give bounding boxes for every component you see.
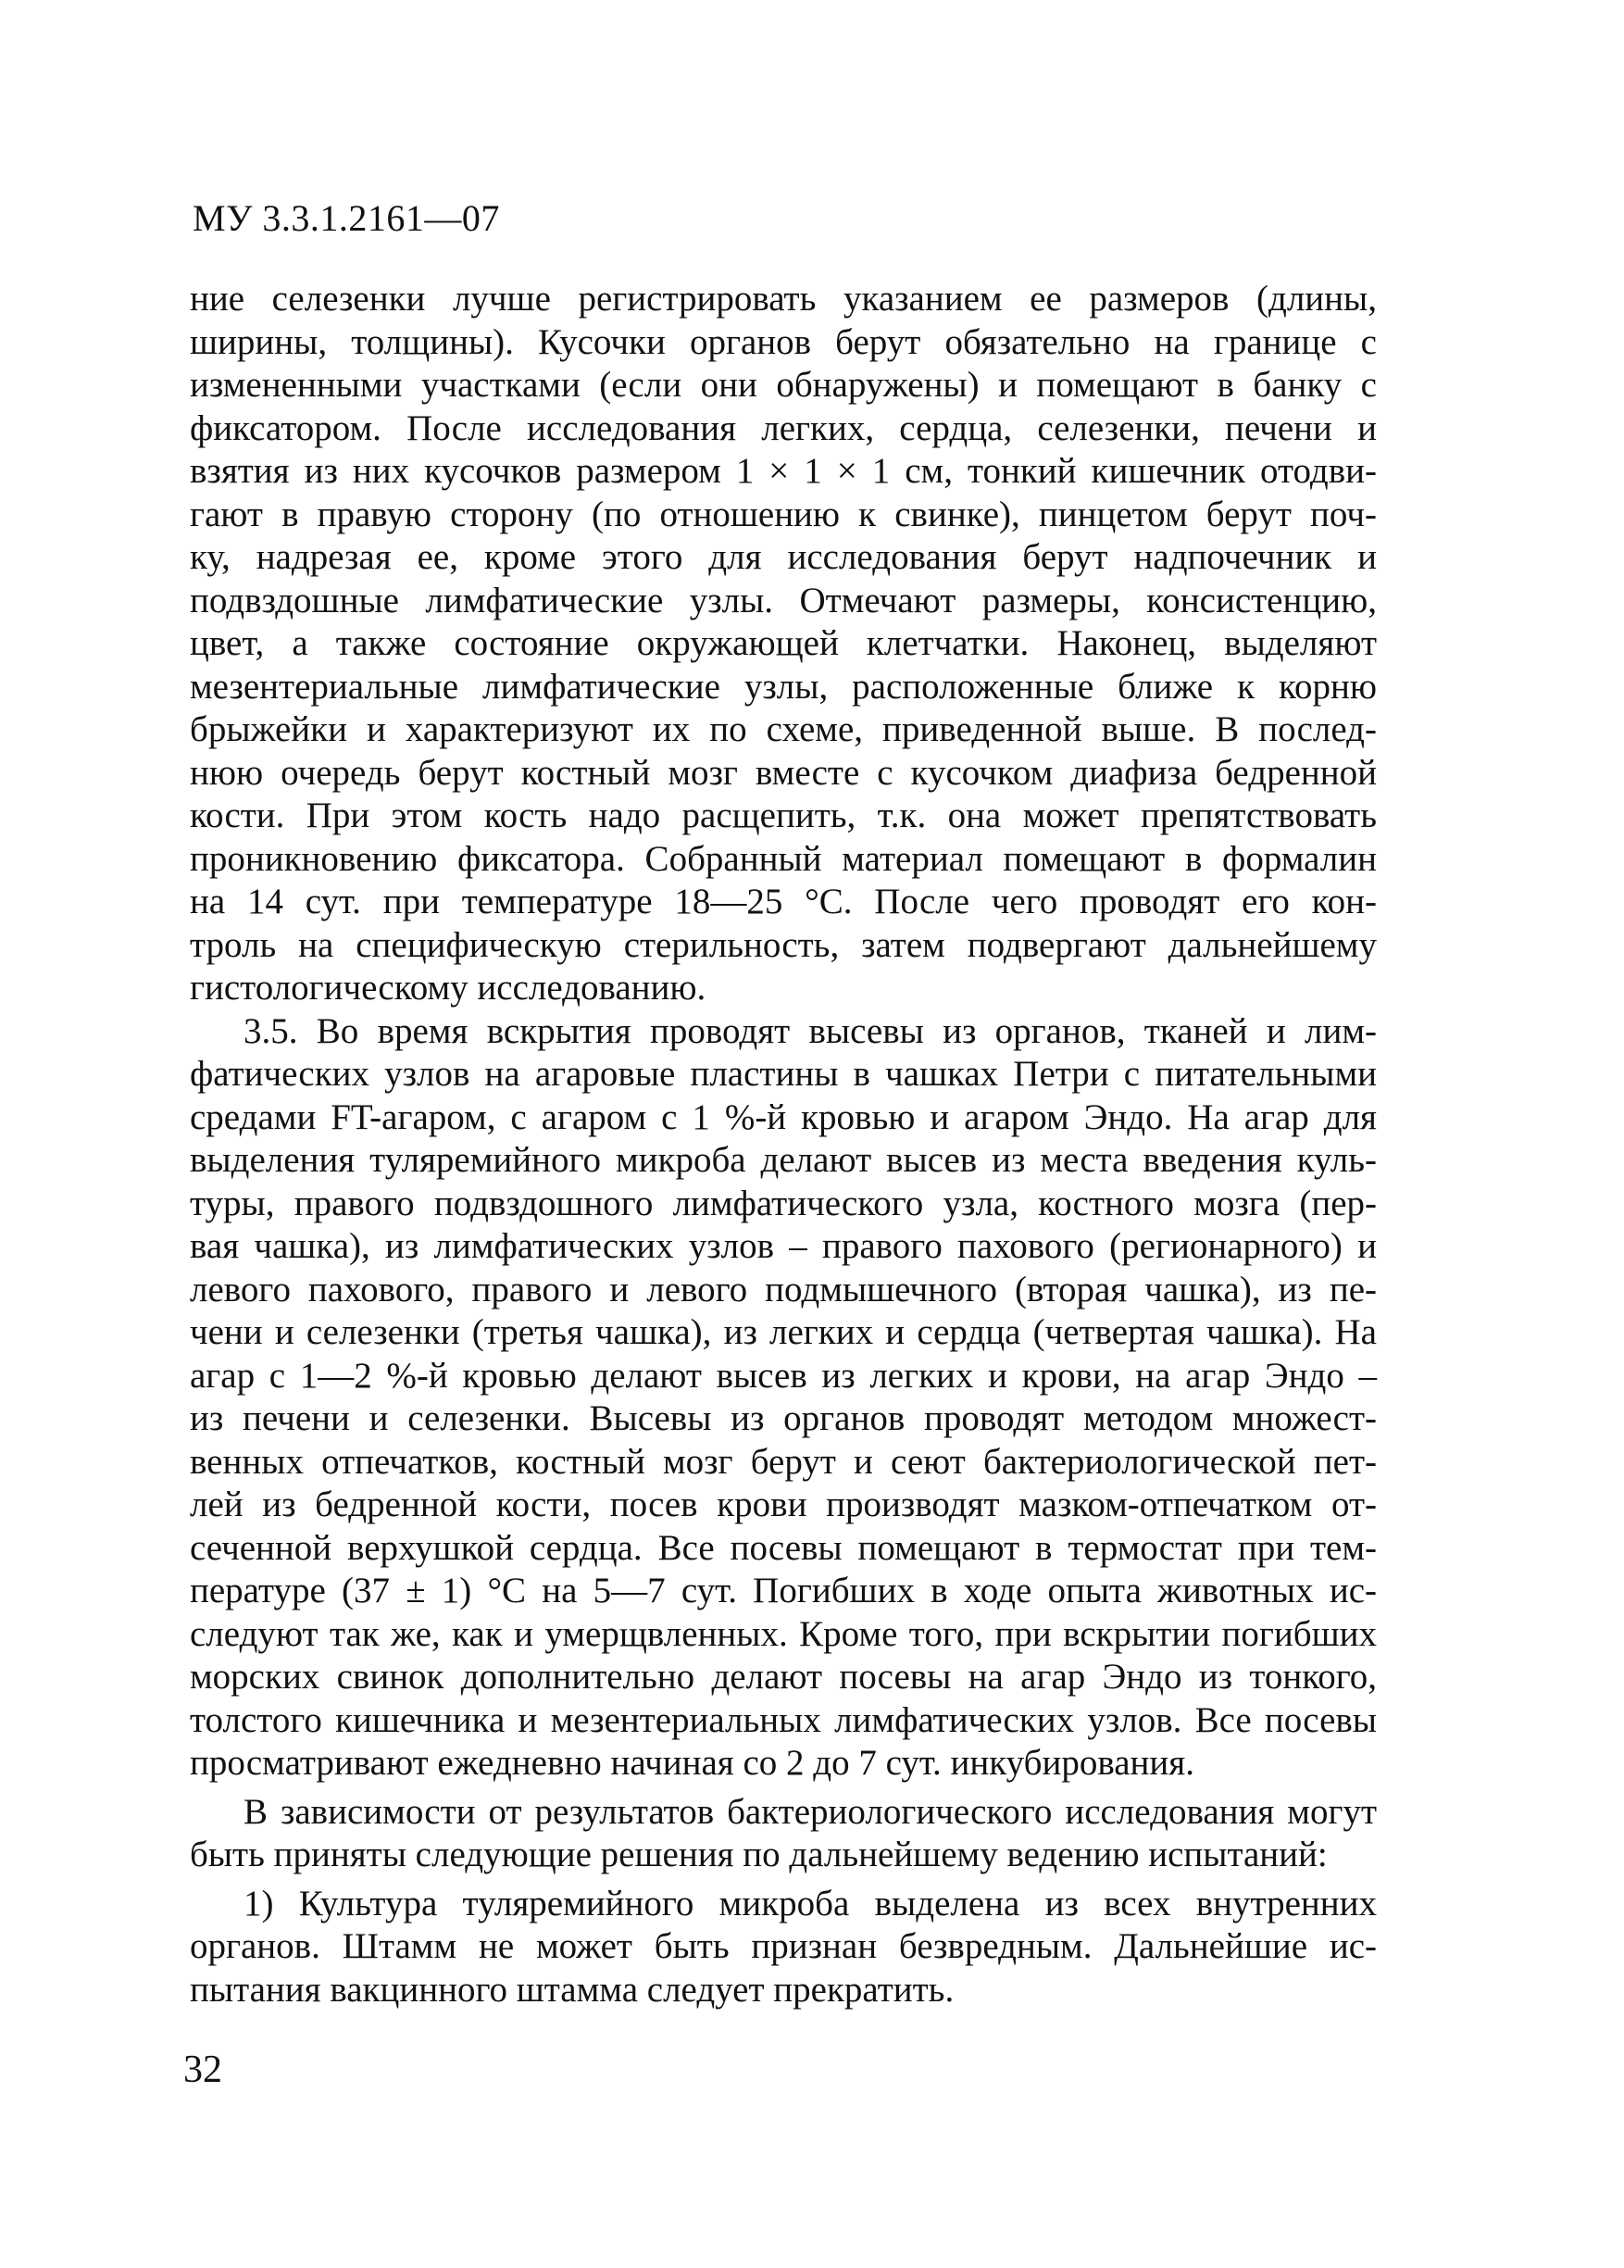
text-line: гистологическому исследованию.	[190, 968, 706, 1008]
text-line: пытания вакцинного штамма следует прекратить.	[190, 1969, 955, 2010]
text-line: органов. Штамм не может быть признан безвредным. Дальнейшие ис-	[190, 1926, 1377, 1966]
paragraph-section-3-5	[190, 1010, 1377, 1786]
paragraph	[190, 278, 1377, 1010]
text-line: морских свинок дополнительно делают посевы на агар Эндо из тонкого,	[190, 1657, 1377, 1697]
text-line: сеченной верхушкой сердца. Все посевы помещают в термостат при тем-	[190, 1527, 1377, 1568]
paragraph-decisions-intro	[190, 1791, 1377, 1877]
text-line: троль на специфическую стерильность, затем подвергают дальнейшему	[190, 924, 1377, 965]
text-line: 3.5. Во время вскрытия проводят высевы из органов, тканей и лим-	[244, 1010, 1377, 1051]
text-line: фиксатором. После исследования легких, сердца, селезенки, печени и	[190, 407, 1377, 448]
document-code-header: МУ 3.3.1.2161—07	[193, 197, 500, 239]
text-line: подвздошные лимфатические узлы. Отмечают размеры, консистенцию,	[190, 580, 1377, 620]
text-line: фатических узлов на агаровые пластины в чашках Петри с питательными	[190, 1054, 1377, 1094]
text-line: левого пахового, правого и левого подмышечного (вторая чашка), из пе-	[190, 1269, 1377, 1309]
text-line: выделения туляремийного микроба делают высев из места введения куль-	[190, 1140, 1377, 1180]
text-line: вая чашка), из лимфатических узлов – правого пахового (регионарного) и	[190, 1226, 1377, 1266]
text-line: ширины, толщины). Кусочки органов берут обязательно на границе с	[190, 321, 1377, 362]
text-line: гают в правую сторону (по отношению к свинке), пинцетом берут поч-	[190, 494, 1377, 534]
text-line: толстого кишечника и мезентериальных лимфатических узлов. Все посевы	[190, 1699, 1377, 1740]
text-line: цвет, а также состояние окружающей клетчатки. Наконец, выделяют	[190, 623, 1377, 663]
text-line: ние селезенки лучше регистрировать указанием ее размеров (длины,	[190, 279, 1377, 319]
text-line: измененными участками (если они обнаружены) и помещают в банку с	[190, 365, 1377, 405]
text-line: пературе (37 ± 1) °С на 5—7 сут. Погибших в ходе опыта животных ис-	[190, 1571, 1377, 1610]
text-line: нюю очередь берут костный мозг вместе с кусочком диафиза бедренной	[190, 752, 1377, 793]
text-line: агар с 1—2 %-й кровью делают высев из легких и крови, на агар Эндо –	[190, 1355, 1377, 1396]
text-line: кости. При этом кость надо расщепить, т.к. она может препятствовать	[190, 796, 1377, 835]
text-line: на 14 сут. при температуре 18—25 °С. После чего проводят его кон-	[190, 882, 1377, 921]
text-line: проникновению фиксатора. Собранный материал помещают в формалин	[190, 838, 1377, 879]
text-line: следуют так же, как и умерщвленных. Кроме того, при вскрытии погибших	[190, 1613, 1377, 1654]
page-number: 32	[183, 2049, 222, 2091]
text-line: В зависимости от результатов бактериологического исследования могут	[244, 1791, 1377, 1832]
text-line: лей из бедренной кости, посев крови производят мазком-отпечатком от-	[190, 1485, 1377, 1524]
text-line: быть приняты следующие решения по дальнейшему ведению испытаний:	[190, 1835, 1328, 1874]
text-line: взятия из них кусочков размером 1 × 1 × 1 см, тонкий кишечник отодви-	[190, 451, 1377, 491]
paragraph-decision-1	[190, 1883, 1377, 2012]
body-text	[190, 278, 1377, 2011]
text-line: венных отпечатков, костный мозг берут и сеют бактериологической пет-	[190, 1441, 1377, 1482]
text-line: просматривают ежедневно начиная со 2 до 7 сут. инкубирования.	[190, 1743, 1194, 1783]
text-line: брыжейки и характеризуют их по схеме, приведенной выше. В послед-	[190, 709, 1377, 749]
text-line: мезентериальные лимфатические узлы, расположенные ближе к корню	[190, 666, 1377, 707]
text-line: туры, правого подвздошного лимфатического узла, костного мозга (пер-	[190, 1183, 1377, 1223]
text-line: из печени и селезенки. Высевы из органов проводят методом множест-	[190, 1398, 1377, 1438]
text-line: чени и селезенки (третья чашка), из легких и сердца (четвертая чашка). На	[190, 1312, 1377, 1352]
text-line: средами FT-агаром, с агаром с 1 %-й кровью и агаром Эндо. На агар для	[190, 1096, 1377, 1137]
text-line: ку, надрезая ее, кроме этого для исследования берут надпочечник и	[190, 537, 1377, 577]
text-line: 1) Культура туляремийного микроба выделена из всех внутренних	[244, 1883, 1377, 1923]
